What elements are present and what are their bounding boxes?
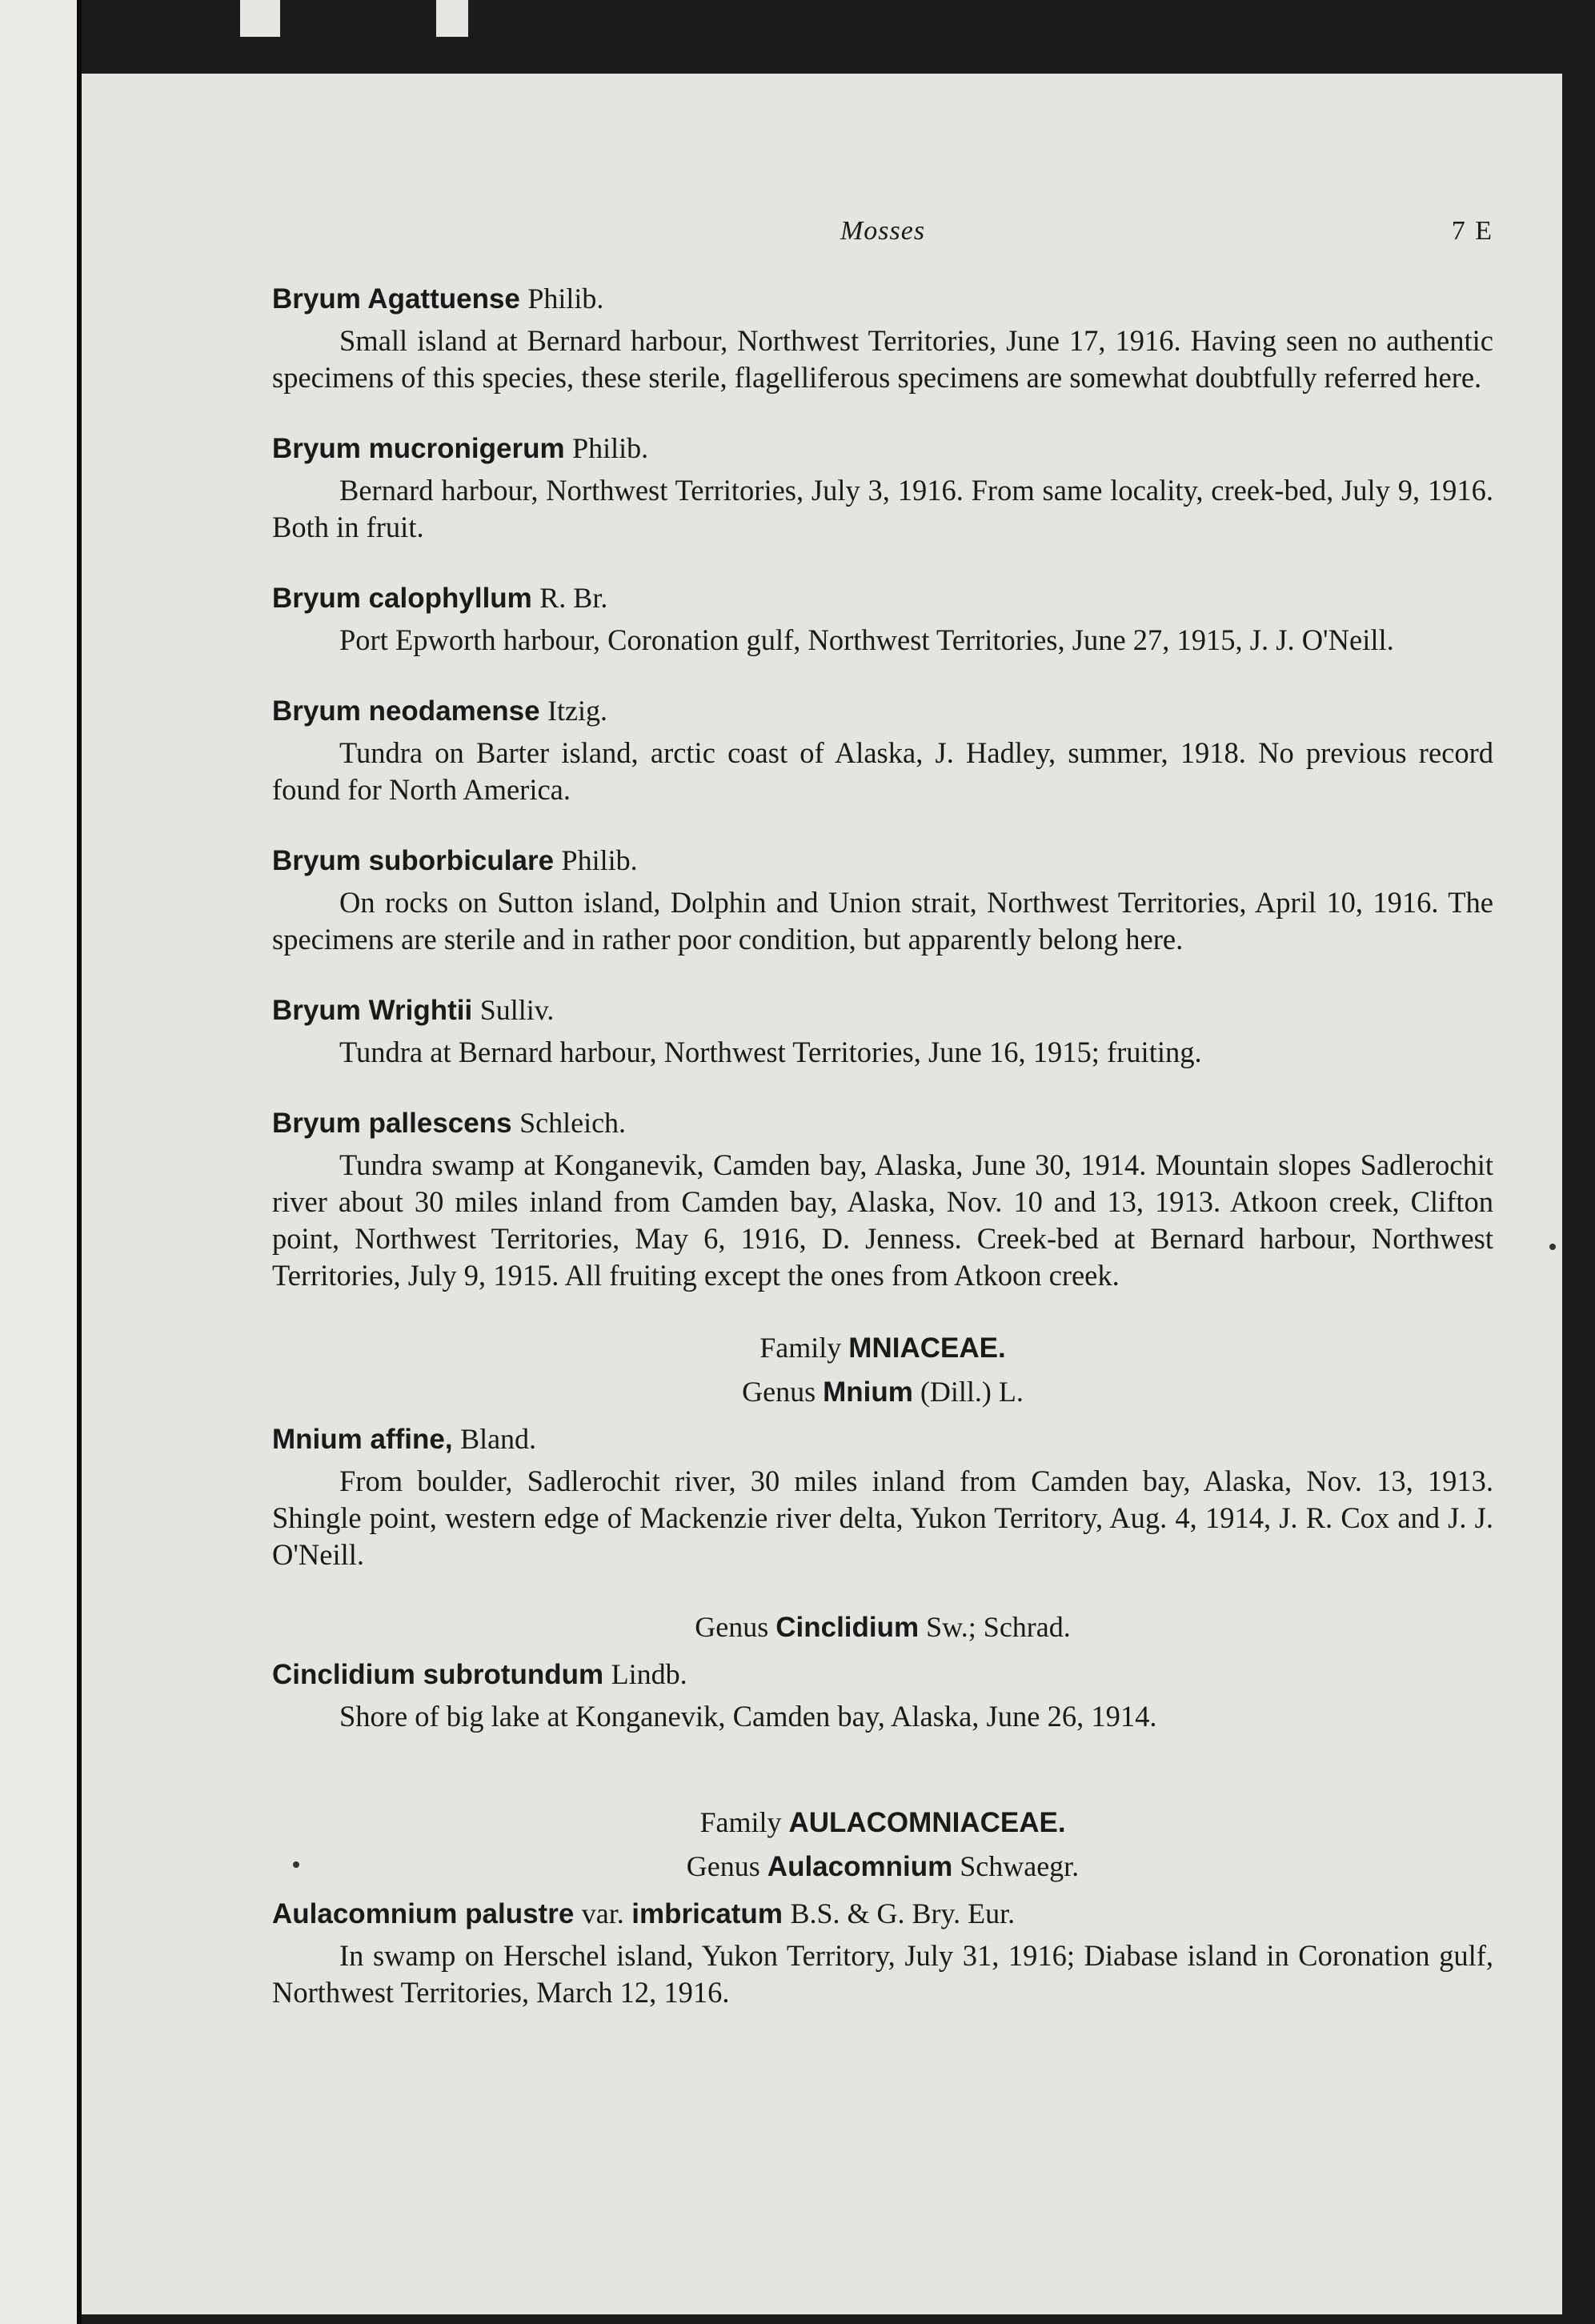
- species-heading: [272, 278, 1493, 319]
- species-heading: [272, 1893, 1493, 1934]
- species-author: B.S. & G. Bry. Eur.: [790, 1897, 1016, 1929]
- genus-name: Cinclidium: [775, 1612, 920, 1643]
- species-text: Port Epworth harbour, Coronation gulf, Northwest Territories, June 27, 1915, J. J. O'Neill.: [339, 623, 1394, 656]
- species-entry: [272, 578, 1493, 659]
- genus-name: Mnium: [823, 1376, 913, 1408]
- species-author: R. Br.: [539, 582, 608, 614]
- page-number: 7 E: [1451, 216, 1493, 246]
- spacer: [272, 1767, 1493, 1801]
- species-entry: [272, 691, 1493, 808]
- species-entry: [272, 840, 1493, 958]
- species-author: Sulliv.: [479, 994, 555, 1026]
- species-text: On rocks on Sutton island, Dolphin and Union strait, Northwest Territories, April 10, 1916. The specimens are sterile and in rather poor condition, but apparently belong here.: [272, 886, 1493, 956]
- species-text: Tundra swamp at Konganevik, Camden bay, Alaska, June 30, 1914. Mountain slopes Sadlerochit river about 30 miles inland from Camden bay, Alaska, Nov. 10 and 13, 1913. Atkoon creek, Clifton point, Northwest Territories, May 6, 1916, D. Jenness. Creek-bed at Bernard harbour, Northwest Territories, July 9, 1915. All fruiting except the ones from Atkoon creek.: [272, 1148, 1493, 1292]
- species-name: Bryum pallescens: [272, 1108, 512, 1139]
- species-text: Bernard harbour, Northwest Territories, July 3, 1916. From same locality, creek-bed, July 9, 1916. Both in fruit.: [272, 474, 1493, 543]
- species-text: Tundra at Bernard harbour, Northwest Territories, June 16, 1915; fruiting.: [339, 1036, 1202, 1068]
- genus-heading: [272, 1845, 1493, 1889]
- genus-author: Sw.; Schrad.: [926, 1611, 1071, 1643]
- family-prefix: Family: [759, 1332, 842, 1364]
- genus-prefix: Genus: [742, 1376, 816, 1408]
- species-entry: [272, 1419, 1493, 1573]
- document-page: [82, 74, 1562, 2314]
- species-name: Bryum neodamense: [272, 695, 540, 727]
- species-author: Philib.: [572, 432, 649, 464]
- species-entry: [272, 1103, 1493, 1294]
- species-text: Small island at Bernard harbour, Northwest Territories, June 17, 1916. Having seen no authentic specimens of this species, these sterile, flagelliferous specimens are somewhat doubtfully referred here.: [272, 324, 1493, 394]
- genus-heading: [272, 1370, 1493, 1414]
- genus-prefix: Genus: [695, 1611, 769, 1643]
- species-author: Philib.: [527, 282, 604, 315]
- family-name: AULACOMNIACEAE.: [788, 1807, 1066, 1838]
- species-name: Cinclidium subrotundum: [272, 1659, 604, 1690]
- family-heading: [272, 1801, 1493, 1845]
- genus-heading: [272, 1605, 1493, 1649]
- species-text: Tundra on Barter island, arctic coast of Alaska, J. Hadley, summer, 1918. No previous record found for North America.: [272, 736, 1493, 806]
- species-text: In swamp on Herschel island, Yukon Territory, July 31, 1916; Diabase island in Coronation gulf, Northwest Territories, March 12, 1916.: [272, 1939, 1493, 2009]
- species-heading: [272, 840, 1493, 881]
- genus-prefix: Genus: [686, 1850, 760, 1882]
- species-name: Mnium affine,: [272, 1424, 453, 1455]
- species-heading: [272, 578, 1493, 619]
- family-heading: [272, 1326, 1493, 1370]
- page-content: [272, 216, 1493, 2043]
- species-entry: [272, 1654, 1493, 1735]
- species-heading: [272, 1419, 1493, 1460]
- adjacent-page-edge: [0, 0, 82, 2324]
- species-author: Philib.: [561, 844, 638, 876]
- species-name: Bryum Agattuense: [272, 283, 520, 315]
- species-name: Bryum calophyllum: [272, 583, 532, 614]
- species-author: Bland.: [460, 1423, 537, 1455]
- running-header: [272, 216, 1493, 251]
- genus-author: (Dill.) L.: [920, 1376, 1024, 1408]
- genus-name: Aulacomnium: [767, 1851, 953, 1882]
- species-entry: [272, 428, 1493, 546]
- species-author: Itzig.: [547, 695, 608, 727]
- species-entry: [272, 278, 1493, 396]
- species-heading: [272, 1654, 1493, 1695]
- species-name: Bryum suborbiculare: [272, 845, 555, 876]
- species-text: Shore of big lake at Konganevik, Camden bay, Alaska, June 26, 1914.: [339, 1700, 1157, 1733]
- species-heading: [272, 990, 1493, 1031]
- species-heading: [272, 691, 1493, 731]
- family-name: MNIACEAE.: [848, 1332, 1006, 1364]
- species-heading: [272, 428, 1493, 469]
- family-prefix: Family: [699, 1806, 782, 1838]
- scan-artifact: [240, 0, 280, 37]
- species-name: Bryum mucronigerum: [272, 433, 565, 464]
- species-author: Lindb.: [611, 1658, 687, 1690]
- variety-name: imbricatum: [631, 1898, 783, 1929]
- species-name: Bryum Wrightii: [272, 995, 473, 1026]
- species-entry: [272, 1893, 1493, 2011]
- species-entry: [272, 990, 1493, 1071]
- running-title: Mosses: [840, 216, 926, 246]
- genus-author: Schwaegr.: [960, 1850, 1080, 1882]
- species-name: Aulacomnium palustre: [272, 1898, 575, 1929]
- species-author: Schleich.: [519, 1107, 627, 1139]
- species-text: From boulder, Sadlerochit river, 30 miles inland from Camden bay, Alaska, Nov. 13, 1913. Shingle point, western edge of Mackenzie river delta, Yukon Territory, Aug. 4, 1914, J. R. Cox and J. J. O'Neill.: [272, 1465, 1493, 1571]
- variety-label: var.: [581, 1897, 624, 1929]
- species-heading: [272, 1103, 1493, 1144]
- scan-speck: [1549, 1244, 1556, 1250]
- scan-artifact: [436, 0, 468, 37]
